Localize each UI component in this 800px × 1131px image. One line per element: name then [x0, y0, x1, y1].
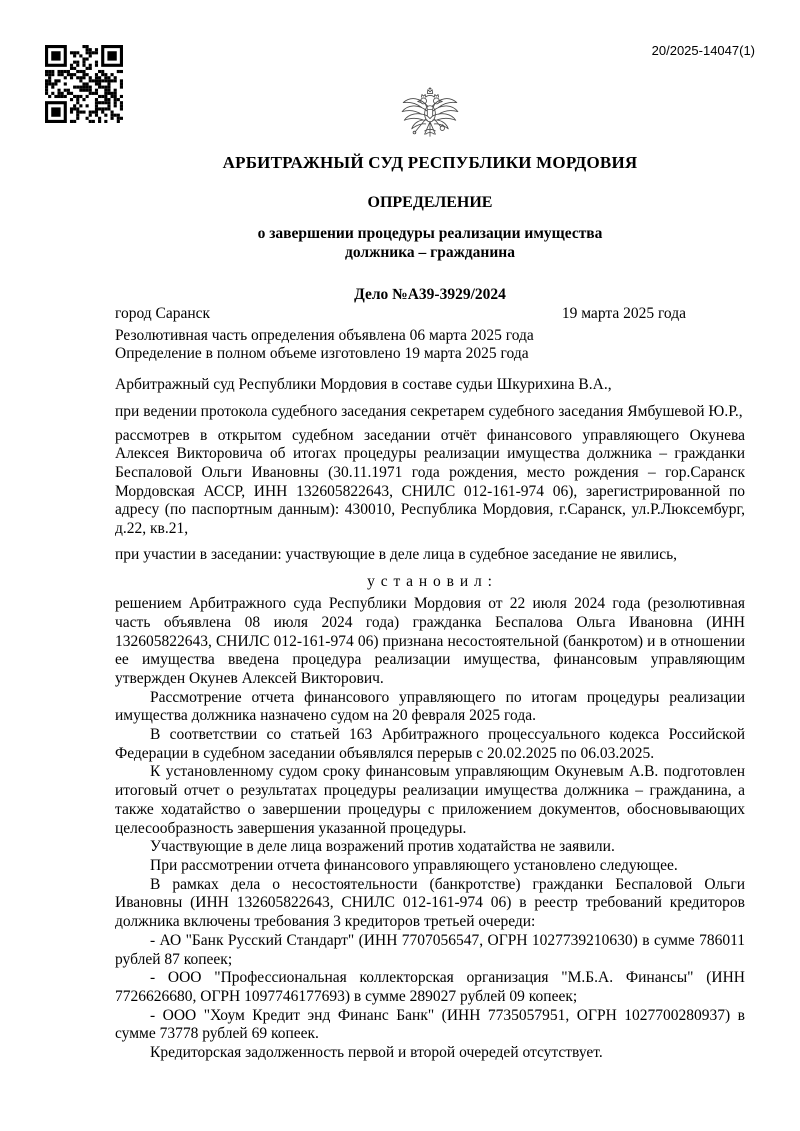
case-number: Дело №А39-3929/2024 [354, 286, 506, 303]
subject-line-1: о завершении процедуры реализации имущества [257, 225, 603, 242]
body-paragraph: К установленному судом сроку финансовым управляющим Окуневым А.В. подготовлен итоговый отчет о результатах процедуры реализации имущества должника – гражданина, а также ходатайство о завершении процедуры с приложением документов, обосновывающих целесообразность завершения указанной процедуры. [115, 763, 745, 837]
city: город Саранск [115, 305, 211, 322]
court-name: АРБИТРАЖНЫЙ СУД РЕСПУБЛИКИ МОРДОВИЯ [222, 153, 638, 172]
date: 19 марта 2025 года [561, 305, 686, 322]
coat-of-arms-icon [397, 87, 463, 147]
body-paragraph-creditor-3: - ООО "Хоум Кредит энд Финанс Банк" (ИНН 7735057951, ОГРН 1027700280937) в сумме 73778 рублей 69 копеек. [115, 1006, 745, 1043]
body-paragraph: Рассмотрение отчета финансового управляющего по итогам процедуры реализации имущества должника назначено судом на 20 февраля 2025 года. [115, 688, 745, 725]
resolution-dates [115, 327, 745, 364]
city-date-row [115, 305, 745, 324]
document-subject [115, 224, 745, 262]
body-paragraph: При рассмотрении отчета финансового управляющего установлено следующее. [150, 856, 678, 874]
body-paragraph-creditor-1: - АО "Банк Русский Стандарт" (ИНН 7707056547, ОГРН 1027739210630) в сумме 786011 рублей 87 копеек; [115, 931, 745, 968]
body-paragraph: решением Арбитражного суда Республики Мордовия от 22 июля 2024 года (резолютивная часть объявлена 08 июля 2024 года) гражданка Беспалова Ольга Ивановна (ИНН 132605822643, СНИЛС 012-161-974 06) признана несостоятельной (банкротом) и в отношении ее имущества введена процедура реализации имущества, финансовым управляющим утвержден Окунев Алексей Викторович. [115, 595, 745, 687]
body-paragraph: Кредиторская задолженность первой и второй очередей отсутствует. [150, 1044, 603, 1062]
body-paragraph: В соответствии со статьей 163 Арбитражного процессуального кодекса Российской Федерации в судебном заседании объявлялся перерыв с 20.02.2025 по 06.03.2025. [115, 726, 745, 762]
ruling-keyword: у с т а н о в и л : [367, 573, 493, 591]
document-type-title: ОПРЕДЕЛЕНИЕ [367, 194, 493, 211]
subject-line-2: должника – гражданина [345, 244, 515, 261]
body-paragraph: Участвующие в деле лица возражений против ходатайства не заявили. [150, 838, 615, 856]
qr-code-icon [45, 45, 123, 123]
attendance-line: при участии в заседании: участвующие в деле лица в судебное заседание не явились, [115, 545, 678, 563]
court-composition: Арбитражный суд Республики Мордовия в составе судьи Шкурихина В.А., [115, 376, 612, 394]
secretary-line: при ведении протокола судебного заседания секретарем судебного заседания Ямбушевой Ю.Р., [115, 402, 743, 420]
body-paragraph-creditor-2: - ООО "Профессиональная коллекторская организация "М.Б.А. Финансы" (ИНН 7726626680, ОГРН 1097746177693) в сумме 289027 рублей 09 копеек; [115, 969, 745, 1005]
full-text-made: Определение в полном объеме изготовлено 19 марта 2025 года [115, 345, 529, 363]
resolutive-part-announced: Резолютивная часть определения объявлена 06 марта 2025 года [115, 326, 534, 344]
document-number: 20/2025-14047(1) [651, 43, 755, 58]
case-review-paragraph: рассмотрев в открытом судебном заседании отчёт финансового управляющего Окунева Алексея Викторовича об итогах процедуры реализации имущества должника – гражданки Беспаловой Ольги Ивановны (30.11.1971 года рождения, место рождения – гор.Саранск Мордовская АССР, ИНН 132605822643, СНИЛС 012-161-974 06), зарегистрированной по адресу (по паспортным данным): 430010, Республика Мордовия, г.Саранск, ул.Р.Люксембург, д.22, кв.21, [115, 426, 745, 538]
body-paragraph: В рамках дела о несостоятельности (банкротстве) гражданки Беспаловой Ольги Ивановны (ИНН 132605822643, СНИЛС 012-161-974 06) в реестр требований кредиторов должника включены требования 3 кредиторов третьей очереди: [115, 875, 745, 931]
